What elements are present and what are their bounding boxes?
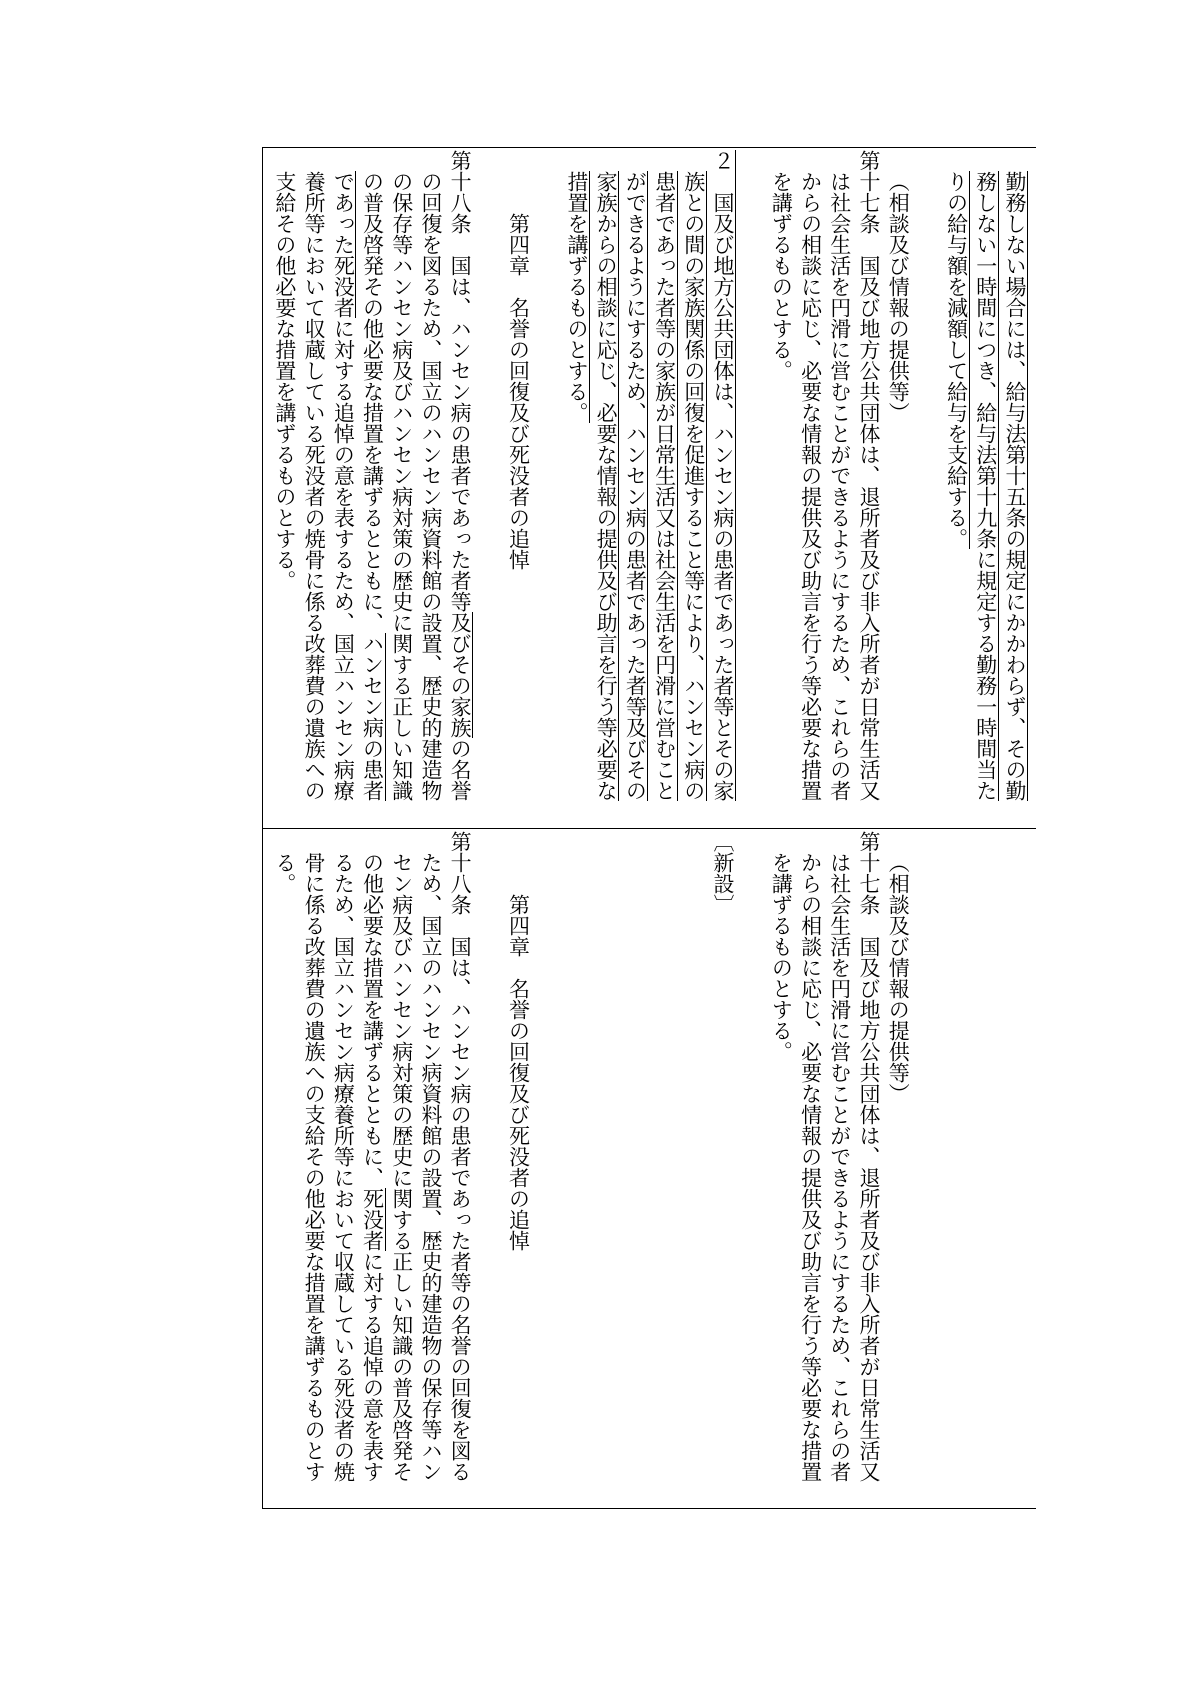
text-segment: の他必要な措置を講ずるとともに、 (360, 852, 385, 1188)
text-line (445, 150, 474, 828)
sidelined-text: 死没者 (360, 1188, 385, 1251)
text-line (854, 150, 883, 828)
blank-line (649, 852, 678, 1508)
text-segment: 第十八条 国は、ハンセン病の患者であった者等の名誉の回復を図る (448, 831, 473, 1482)
sidelined-text: 勤務しない場合には、給与法第十五条の規定にかかわらず、その勤 (1003, 171, 1027, 801)
text-segment: 第十七条 国及び地方公共団体は、退所者及び非入所者が日常生活又 (856, 150, 881, 801)
text-line (328, 852, 357, 1508)
sidelined-text: ハンセン病の患者 (360, 633, 385, 801)
sidelined-text: 及びその家族 (448, 612, 473, 738)
text-segment: る。 (272, 852, 297, 894)
sidelined-text: 族との間の家族関係の回復を促進すること等により、ハンセン病の (681, 171, 706, 801)
text-line (387, 852, 416, 1508)
sidelined-text: であった死没者 (331, 171, 356, 318)
sidelined-text: 措置を講ずるものとする。 (564, 171, 589, 423)
blank-line (737, 171, 766, 828)
text-segment: るため、国立ハンセン病療養所等において収蔵している死没者の焼 (331, 852, 356, 1482)
text-segment: 第十八条 国は、ハンセン病の患者であった者等 (448, 150, 473, 612)
text-line (854, 831, 883, 1508)
text-segment: 第十七条 国及び地方公共団体は、退所者及び非入所者が日常生活又 (856, 831, 881, 1482)
text-line (766, 852, 795, 1508)
text-line (328, 171, 357, 828)
text-segment: 〔新設〕 (710, 831, 735, 915)
text-line (825, 171, 854, 828)
text-line (795, 852, 824, 1508)
text-line (591, 171, 620, 828)
blank-line (737, 852, 766, 1508)
text-line (357, 852, 386, 1508)
section-heading (503, 171, 532, 828)
text-segment: からの相談に応じ、必要な情報の提供及び助言を行う等必要な措置 (798, 171, 823, 801)
text-segment: 骨に係る改葬費の遺族への支給その他必要な措置を講ずるものとす (302, 852, 327, 1482)
text-line (357, 171, 386, 828)
text-segment: からの相談に応じ、必要な情報の提供及び助言を行う等必要な措置 (798, 852, 823, 1482)
text-segment: 第四章 名誉の回復及び死没者の追悼 (506, 171, 531, 570)
text-line (766, 171, 795, 828)
text-line (416, 852, 445, 1508)
text-segment: の保存等ハンセン病及びハンセン病対策の歴史に関する正しい知識 (389, 171, 414, 801)
sidelined-text: 患者であった者等の家族が日常生活又は社会生活を円滑に営むこと (652, 171, 677, 801)
text-line (795, 171, 824, 828)
text-segment: 第四章 名誉の回復及び死没者の追悼 (506, 852, 531, 1251)
sidelined-text: りの給与額を減額して給与を支給する。 (944, 171, 969, 549)
text-line (270, 171, 299, 828)
text-line (679, 171, 708, 828)
text-segment: に対する追悼の意を表す (360, 1251, 385, 1482)
blank-line (591, 852, 620, 1508)
text-segment: は社会生活を円滑に営むことができるようにするため、これらの者 (827, 852, 852, 1482)
blank-line (971, 852, 1000, 1508)
text-line (387, 171, 416, 828)
blank-line (474, 852, 503, 1508)
blank-line (1000, 852, 1029, 1508)
text-segment: を講ずるものとする。 (769, 171, 794, 381)
blank-line (941, 852, 970, 1508)
text-segment: の普及啓発その他必要な措置を講ずるとともに、 (360, 171, 385, 633)
blank-line (679, 852, 708, 1508)
blank-line (474, 171, 503, 828)
blank-line (533, 852, 562, 1508)
sidelined-text: ができるようにするため、ハンセン病の患者であった者等及びその (623, 171, 648, 801)
text-segment: ため、国立のハンセン病資料館の設置、歴史的建造物の保存等ハン (418, 852, 443, 1482)
text-line (649, 171, 678, 828)
text-segment: を講ずるものとする。 (769, 852, 794, 1062)
text-line (445, 831, 474, 1508)
section-heading (883, 852, 912, 1508)
text-line (270, 852, 299, 1508)
blank-line (562, 852, 591, 1508)
text-line (708, 831, 737, 1508)
section-heading (503, 852, 532, 1508)
text-segment: （相談及び情報の提供等） (886, 852, 911, 1104)
sidelined-text: ２ 国及び地方公共団体は、ハンセン病の患者であった者等とその家 (710, 150, 735, 801)
text-line (941, 171, 970, 828)
blank-line (620, 852, 649, 1508)
amended-text-row (263, 147, 1036, 828)
text-line (562, 171, 591, 828)
text-segment: は社会生活を円滑に営むことができるようにするため、これらの者 (827, 171, 852, 801)
blank-line (533, 171, 562, 828)
text-line (708, 150, 737, 828)
text-line (825, 852, 854, 1508)
text-segment: 養所等において収蔵している死没者の焼骨に係る改葬費の遺族への (302, 171, 327, 801)
text-line (416, 171, 445, 828)
text-line (299, 171, 328, 828)
sidelined-text: 家族からの相談に応じ、必要な情報の提供及び助言を行う等必要な (594, 171, 619, 801)
section-heading (883, 171, 912, 828)
text-line (1000, 171, 1029, 828)
text-line (620, 171, 649, 828)
blank-line (912, 171, 941, 828)
comparison-table (262, 147, 1036, 1509)
sidelined-text: 務しない一時間につき、給与法第十九条に規定する勤務一時間当た (973, 171, 998, 801)
text-segment: セン病及びハンセン病対策の歴史に関する正しい知識の普及啓発そ (389, 852, 414, 1482)
text-segment: の名誉 (448, 738, 473, 801)
text-line (971, 171, 1000, 828)
text-segment: に対する追悼の意を表するため、国立ハンセン病療 (331, 318, 356, 801)
text-line (299, 852, 328, 1508)
text-segment: 支給その他必要な措置を講ずるものとする。 (272, 171, 297, 591)
blank-line (912, 852, 941, 1508)
text-segment: の回復を図るため、国立のハンセン病資料館の設置、歴史的建造物 (418, 171, 443, 801)
current-text-row (263, 828, 1036, 1509)
text-segment: （相談及び情報の提供等） (886, 171, 911, 423)
